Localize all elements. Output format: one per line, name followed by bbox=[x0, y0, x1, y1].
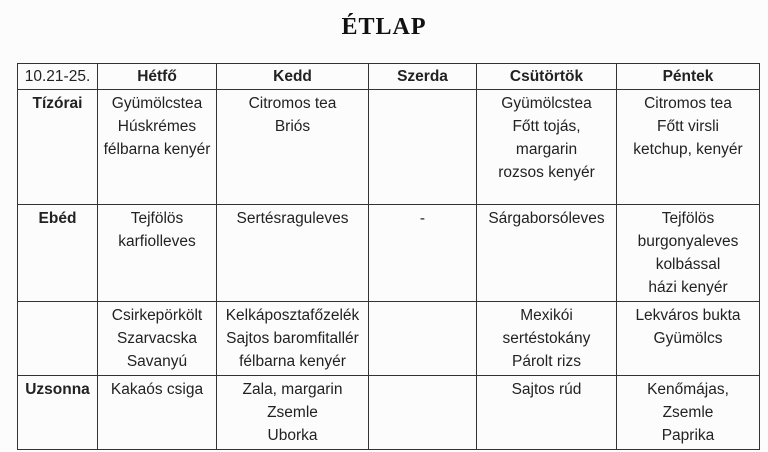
dish-line: Kenőmájas, bbox=[647, 381, 729, 398]
dish-line: Szarvacska bbox=[116, 330, 198, 347]
menu-cell-wednesday bbox=[369, 205, 477, 302]
menu-row-tizorai bbox=[18, 90, 760, 205]
dish-line: Zsemle bbox=[662, 404, 714, 421]
dish-line: Citromos tea bbox=[644, 95, 732, 112]
day-header-friday: Péntek bbox=[617, 64, 760, 90]
menu-cell-thursday bbox=[477, 90, 617, 205]
day-header-tuesday: Kedd bbox=[217, 64, 369, 90]
menu-cell-tuesday bbox=[217, 302, 369, 376]
menu-cell-thursday bbox=[477, 302, 617, 376]
menu-cell-monday bbox=[98, 205, 217, 302]
dish-line: Főtt tojás, bbox=[512, 118, 581, 135]
dish-line: Savanyú bbox=[126, 353, 188, 370]
dish-line: Kakaós csiga bbox=[110, 381, 204, 398]
dish-line: félbarna kenyér bbox=[239, 353, 346, 370]
dish-line: - bbox=[419, 210, 426, 227]
day-header-thursday: Csütörtök bbox=[477, 64, 617, 90]
menu-cell-friday bbox=[617, 302, 760, 376]
dish-line: Sárgaborsóleves bbox=[488, 210, 605, 227]
dish-line: Gyümölcstea bbox=[501, 95, 592, 112]
header-row bbox=[18, 64, 760, 90]
dish-line: sertéstokány bbox=[502, 330, 591, 347]
dish-line: Uborka bbox=[267, 427, 318, 444]
dish-line: Tejfölös bbox=[661, 210, 715, 227]
meal-label: Ebéd bbox=[18, 205, 98, 302]
dish-line: házi kenyér bbox=[648, 279, 728, 296]
menu-cell-tuesday bbox=[217, 90, 369, 205]
meal-label: Uzsonna bbox=[18, 376, 98, 450]
dish-line: burgonyaleves bbox=[637, 233, 739, 250]
dish-line: karfiolleves bbox=[118, 233, 196, 250]
dish-line: margarin bbox=[515, 141, 578, 158]
dish-line: rozsos kenyér bbox=[498, 164, 595, 181]
menu-cell-tuesday bbox=[217, 205, 369, 302]
dish-line: Főtt virsli bbox=[657, 118, 719, 135]
dish-line: ketchup, kenyér bbox=[633, 141, 743, 158]
dish-line: kolbással bbox=[655, 256, 721, 273]
dish-line: Sajtos rúd bbox=[511, 381, 582, 398]
dish-line: Sertésraguleves bbox=[236, 210, 349, 227]
dish-line: Mexikói bbox=[520, 307, 573, 324]
day-header-monday: Hétfő bbox=[98, 64, 217, 90]
dish-line: Gyümölcstea bbox=[111, 95, 203, 112]
menu-cell-thursday bbox=[477, 376, 617, 450]
date-range-header: 10.21-25. bbox=[18, 64, 98, 90]
menu-table bbox=[17, 63, 760, 450]
meal-label: Tízórai bbox=[18, 90, 98, 205]
dish-line: Párolt rizs bbox=[512, 353, 581, 370]
menu-row-ebed bbox=[18, 205, 760, 302]
menu-cell-friday bbox=[617, 376, 760, 450]
dish-line: Zsemle bbox=[267, 404, 318, 421]
dish-line: Csirkepörkölt bbox=[111, 307, 203, 324]
menu-row-ebed-masodik bbox=[18, 302, 760, 376]
menu-row-uzsonna bbox=[18, 376, 760, 450]
menu-cell-wednesday bbox=[369, 302, 477, 376]
dish-line: Paprika bbox=[661, 427, 715, 444]
dish-line: Tejfölös bbox=[130, 210, 184, 227]
dish-line: Lekváros bukta bbox=[635, 307, 741, 324]
menu-cell-monday bbox=[98, 90, 217, 205]
menu-cell-wednesday bbox=[369, 90, 477, 205]
dish-line: Briós bbox=[274, 118, 311, 135]
dish-line: Zala, margarin bbox=[242, 381, 343, 398]
meal-label bbox=[18, 302, 98, 376]
menu-cell-monday bbox=[98, 376, 217, 450]
dish-line: Kelkáposztafőzelék bbox=[225, 307, 360, 324]
menu-cell-monday bbox=[98, 302, 217, 376]
dish-line: Gyümölcs bbox=[653, 330, 723, 347]
day-header-wednesday: Szerda bbox=[369, 64, 477, 90]
dish-line: Sajtos baromfitallér bbox=[226, 330, 359, 347]
dish-line: Húskrémes bbox=[117, 118, 197, 135]
menu-cell-friday bbox=[617, 205, 760, 302]
menu-cell-tuesday bbox=[217, 376, 369, 450]
dish-line: Citromos tea bbox=[248, 95, 337, 112]
page-title: ÉTLAP bbox=[341, 14, 427, 40]
dish-line: félbarna kenyér bbox=[103, 141, 211, 158]
menu-cell-thursday bbox=[477, 205, 617, 302]
menu-cell-friday bbox=[617, 90, 760, 205]
menu-cell-wednesday bbox=[369, 376, 477, 450]
